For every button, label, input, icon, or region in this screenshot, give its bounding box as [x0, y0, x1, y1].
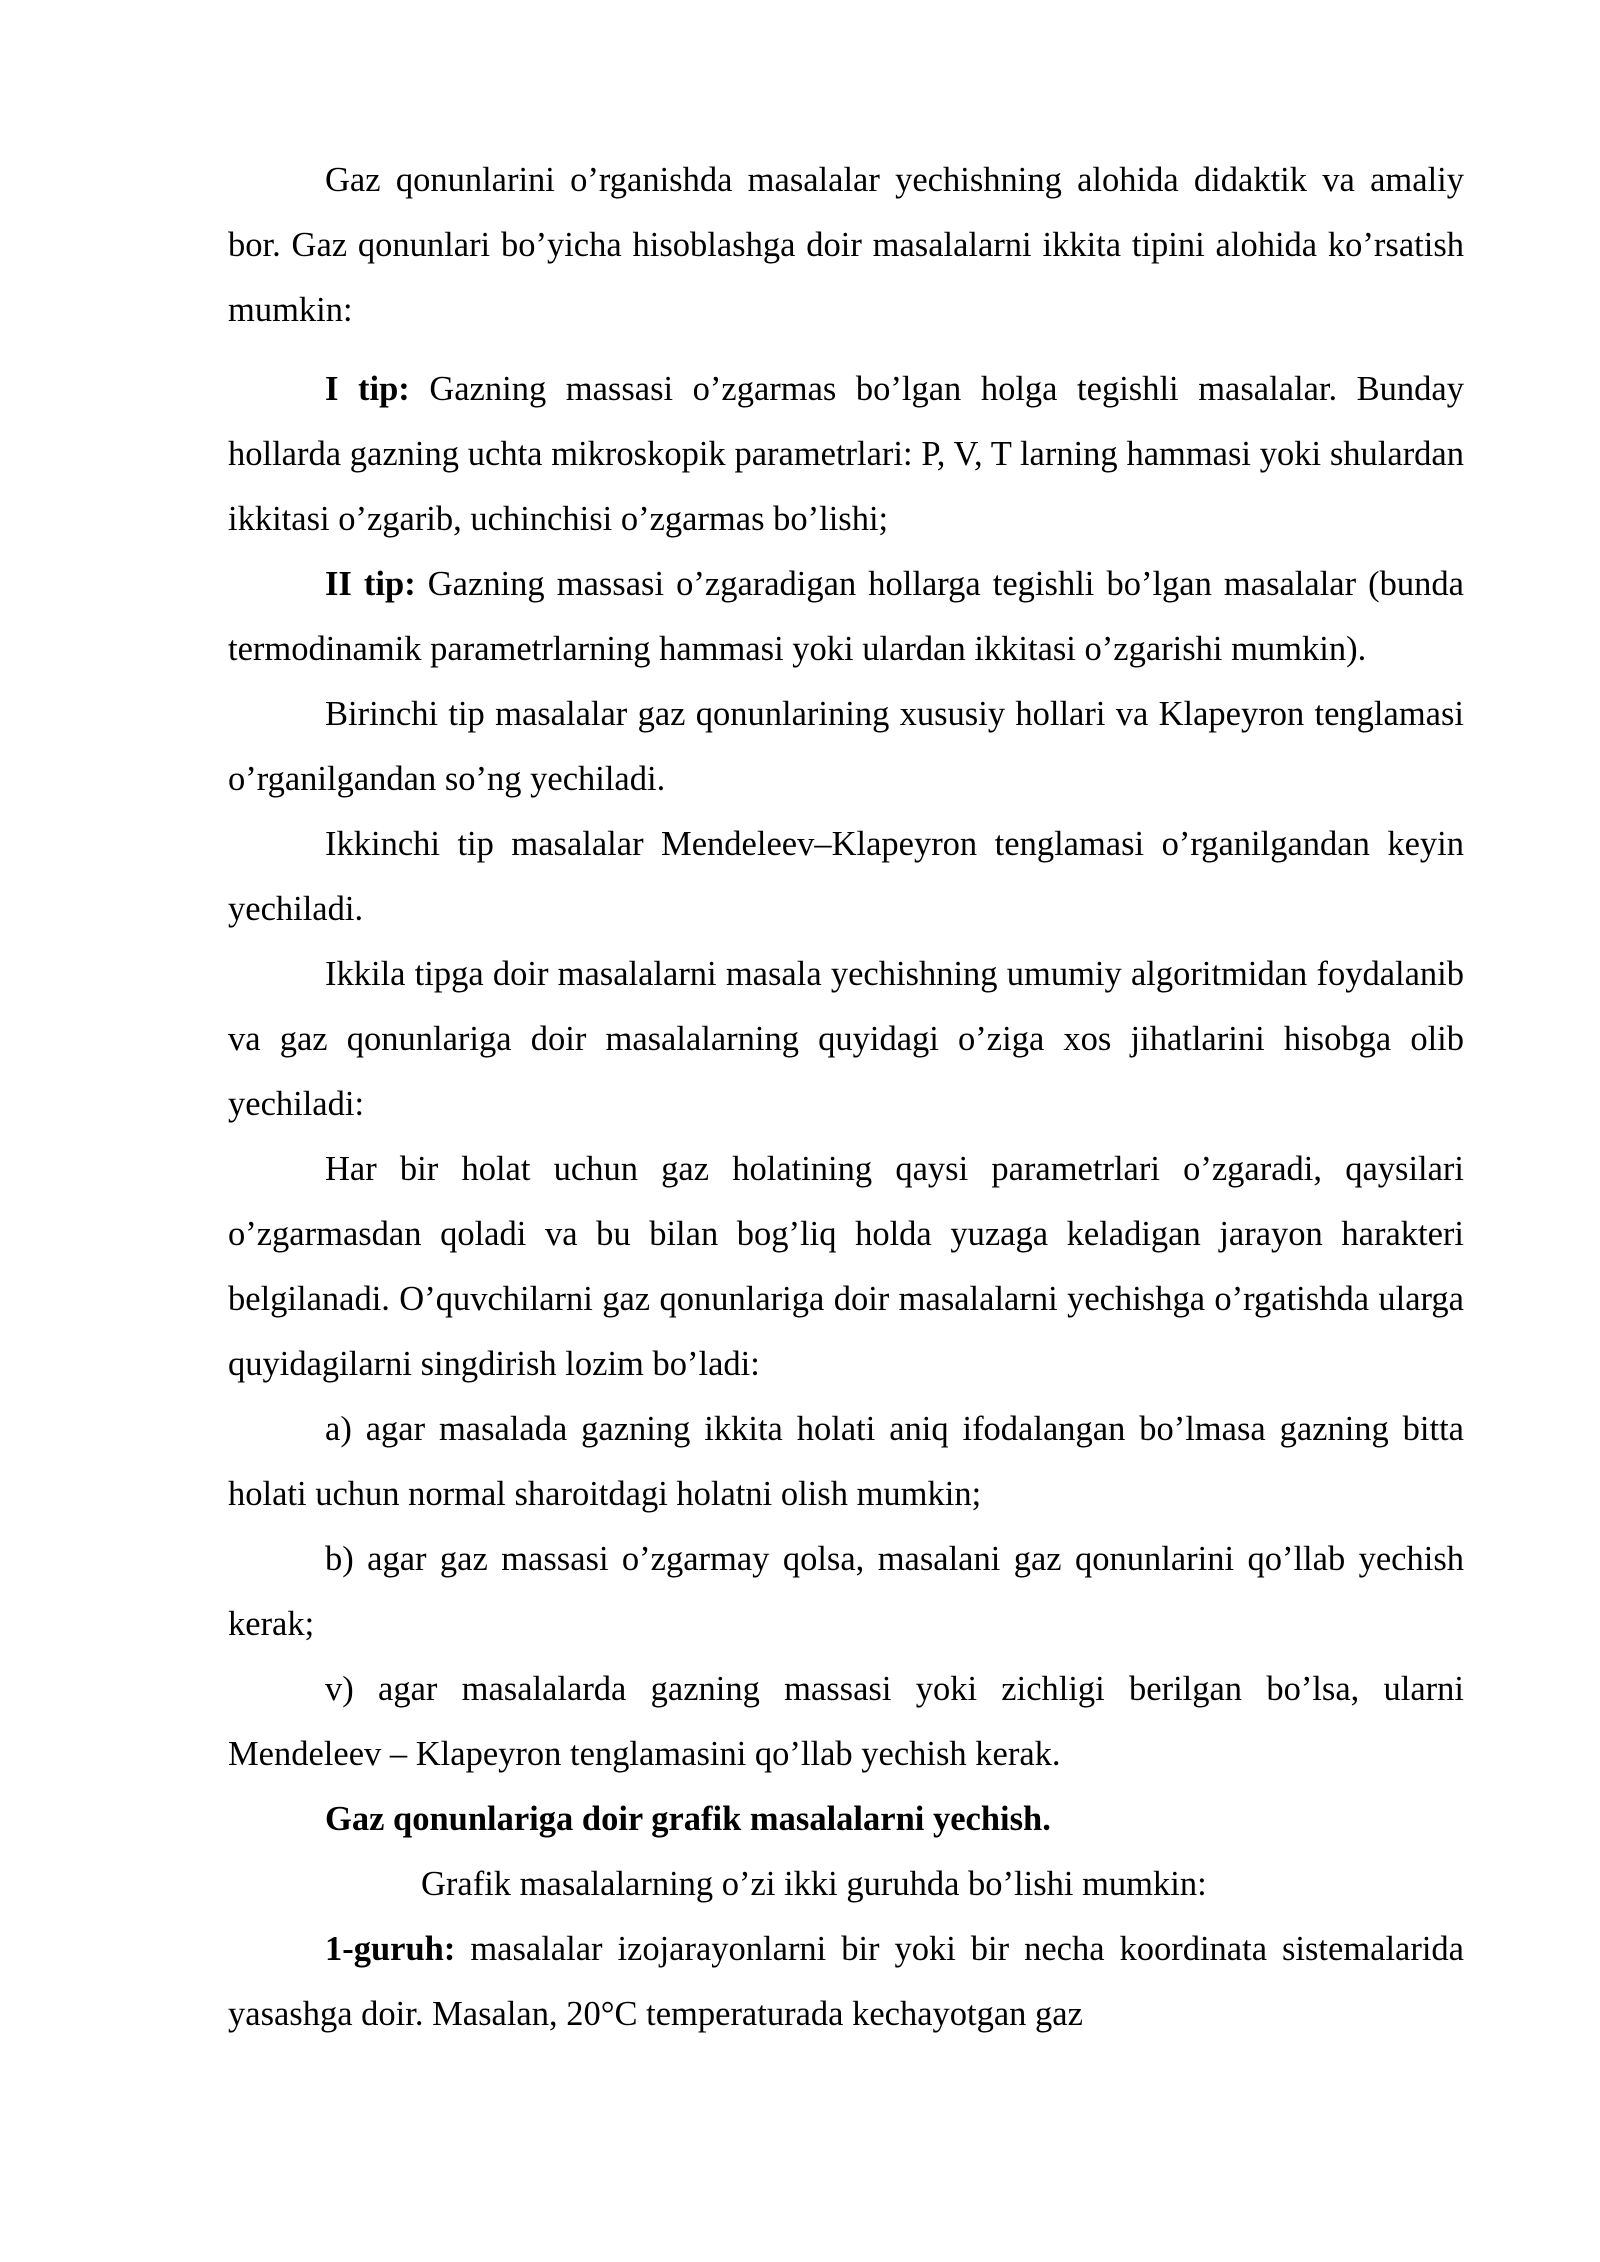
paragraph-type-2: II tip: Gazning massasi o’zgaradigan hollarga tegishli bo’lgan masalalar (bunda termodinamik parametrlarning hammasi yoki ulardan ikkitasi o’zgarishi mumkin).: [228, 565, 1464, 668]
type-2-label: II tip:: [325, 565, 416, 603]
document-page: [228, 148, 1464, 2047]
paragraph-intro: Gaz qonunlarini o’rganishda masalalar yechishning alohida didaktik va amaliy bor. Gaz qonunlari bo’yicha hisoblashga doir masalalarni ikkita tipini alohida ko’rsatish mumkin:: [228, 161, 1464, 329]
section-heading: Gaz qonunlariga doir grafik masalalarni yechish.: [325, 1800, 1051, 1838]
paragraph-item-b: b) agar gaz massasi o’zgarmay qolsa, masalani gaz qonunlarini qo’llab yechish kerak;: [228, 1540, 1464, 1643]
paragraph-item-v: v) agar masalalarda gazning massasi yoki zichligi berilgan bo’lsa, ularni Mendeleev – Klapeyron tenglamasini qo’llab yechish kerak.: [228, 1670, 1464, 1773]
paragraph-both-types: Ikkila tipga doir masalalarni masala yechishning umumiy algoritmidan foydalanib va gaz qonunlariga doir masalalarning quyidagi o’ziga xos jihatlarini hisobga olib yechiladi:: [228, 955, 1464, 1123]
paragraph-second-type: Ikkinchi tip masalalar Mendeleev–Klapeyron tenglamasi o’rganilgandan keyin yechiladi.: [228, 825, 1464, 928]
group-1-label: 1-guruh:: [325, 1930, 456, 1968]
paragraph-item-a: a) agar masalada gazning ikkita holati aniq ifodalangan bo’lmasa gazning bitta holati uchun normal sharoitdagi holatni olish mumkin;: [228, 1410, 1464, 1513]
paragraph-first-type: Birinchi tip masalalar gaz qonunlarining xususiy hollari va Klapeyron tenglamasi o’rganilgandan so’ng yechiladi.: [228, 695, 1464, 798]
paragraph-each-state: Har bir holat uchun gaz holatining qaysi parametrlari o’zgaradi, qaysilari o’zgarmasdan qoladi va bu bilan bog’liq holda yuzaga keladigan jarayon harakteri belgilanadi. O’quvchilarni gaz qonunlariga doir masalalarni yechishga o’rgatishda ularga quyidagilarni singdirish lozim bo’ladi:: [228, 1150, 1464, 1383]
paragraph-graphic-groups: Grafik masalalarning o’zi ikki guruhda bo’lishi mumkin:: [421, 1865, 1207, 1903]
paragraph-group-1: 1-guruh: masalalar izojarayonlarni bir yoki bir necha koordinata sistemalarida yasashga doir. Masalan, 20°C temperaturada kechayotgan gaz: [228, 1930, 1464, 2033]
type-1-label: I tip:: [325, 370, 410, 408]
paragraph-type-1: I tip: Gazning massasi o’zgarmas bo’lgan holga tegishli masalalar. Bunday hollarda gazning uchta mikroskopik parametrlari: P, V, T larning hammasi yoki shulardan ikkitasi o’zgarib, uchinchisi o’zgarmas bo’lishi;: [228, 370, 1464, 538]
